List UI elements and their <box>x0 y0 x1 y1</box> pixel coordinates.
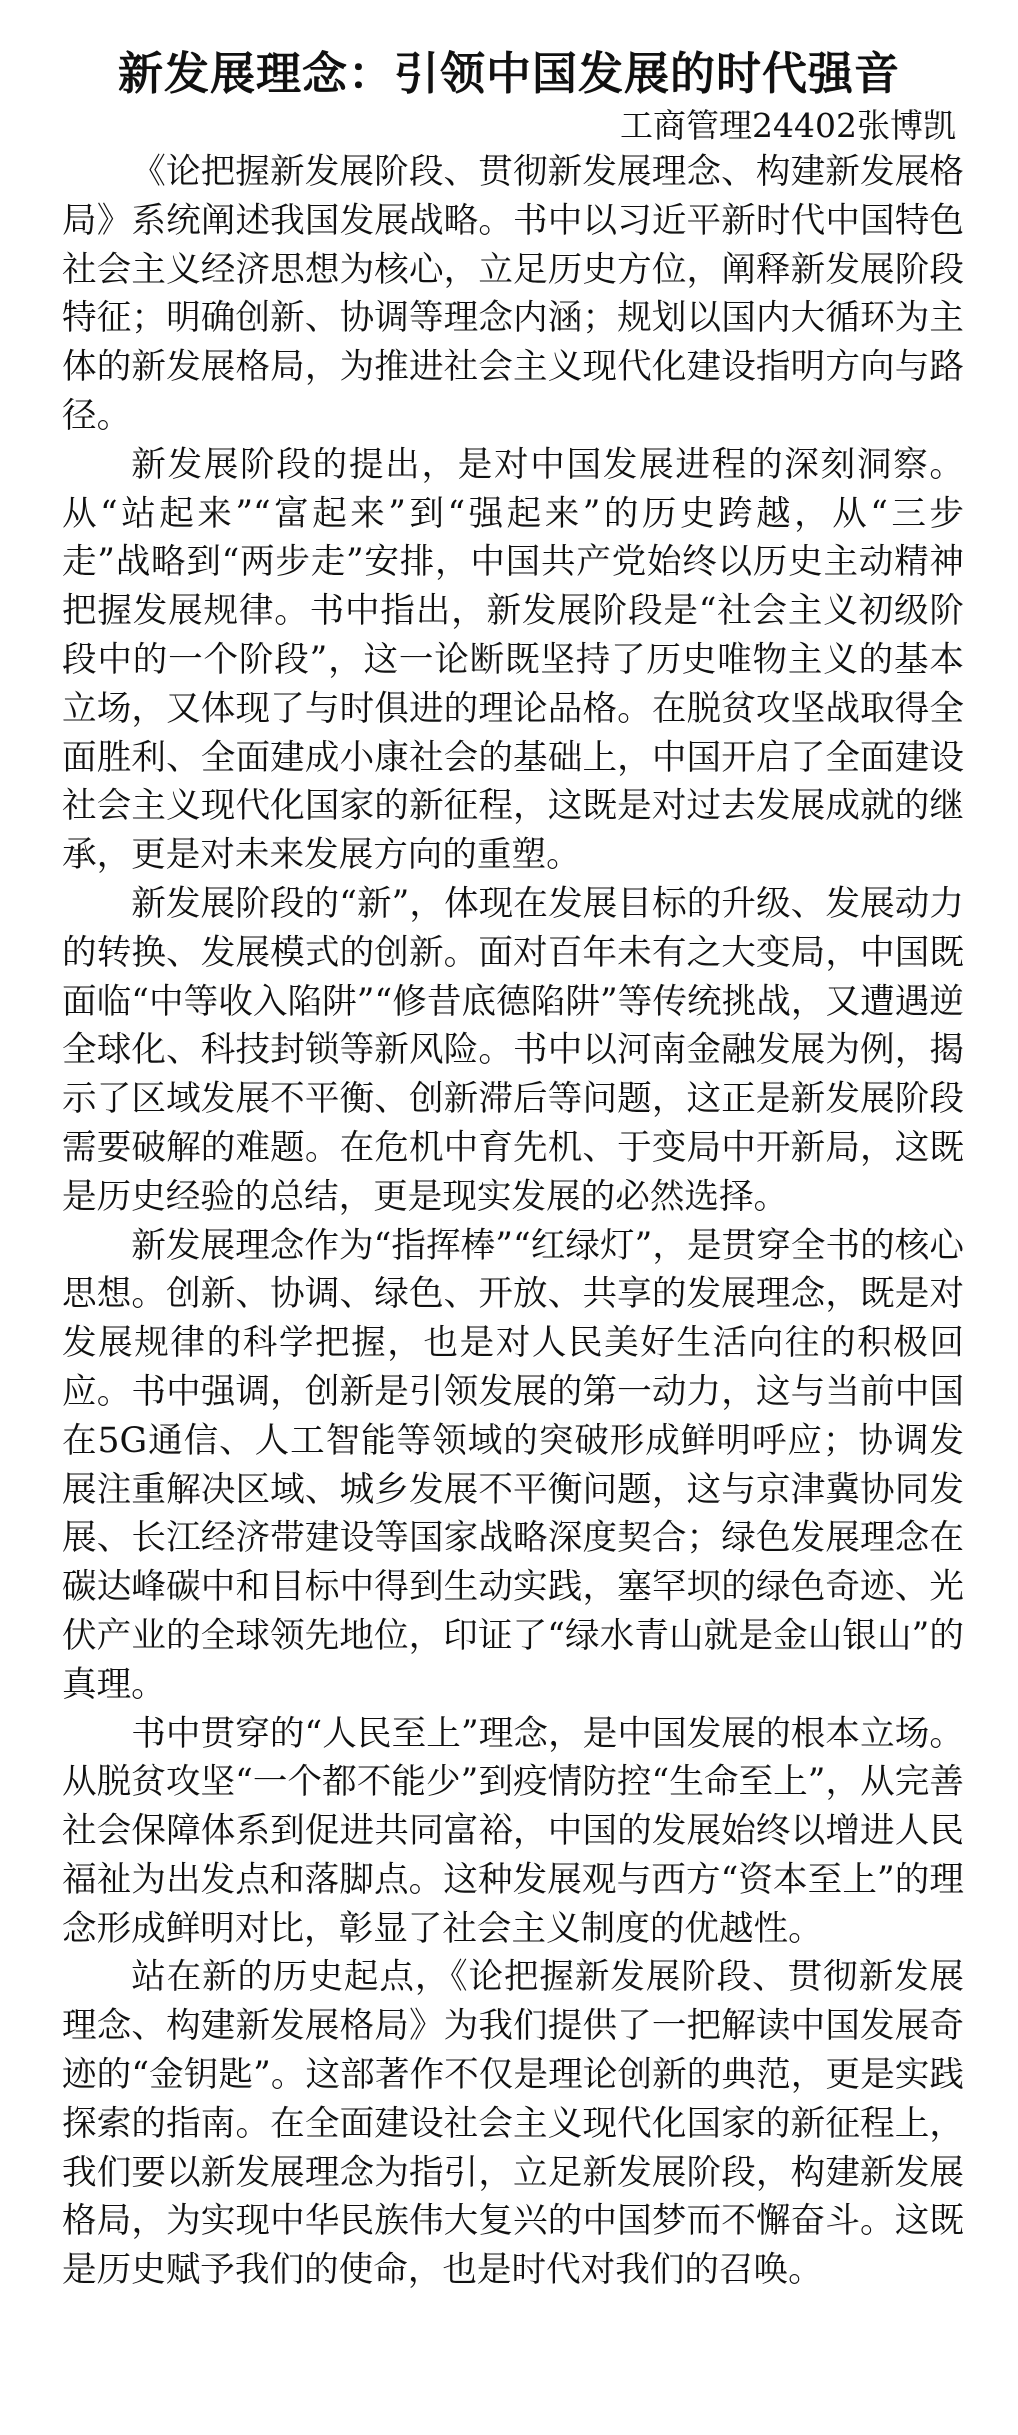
paragraph-5: 书中贯穿的“人民至上”理念，是中国发展的根本立场。从脱贫攻坚“一个都不能少”到疫情防控“生命至上”，从完善社会保障体系到促进共同富裕，中国的发展始终以增进人民福祉为出发点和落脚点。这种发展观与西方“资本至上”的理念形成鲜明对比，彰显了社会主义制度的优越性。 <box>62 1713 964 1949</box>
paragraph-4: 新发展理念作为“指挥棒”“红绿灯”，是贯穿全书的核心思想。创新、协调、绿色、开放、共享的发展理念，既是对发展规律的科学把握，也是对人民美好生活向往的积极回应。书中强调，创新是引领发展的第一动力，这与当前中国在5G通信、人工智能等领域的突破形成鲜明呼应；协调发展注重解决区域、城乡发展不平衡问题，这与京津冀协同发展、长江经济带建设等国家战略深度契合；绿色发展理念在碳达峰碳中和目标中得到生动实践，塞罕坝的绿色奇迹、光伏产业的全球领先地位，印证了“绿水青山就是金山银山”的真理。 <box>62 1225 964 1705</box>
paragraph-2: 新发展阶段的提出，是对中国发展进程的深刻洞察。从“站起来”“富起来”到“强起来”的历史跨越，从“三步走”战略到“两步走”安排，中国共产党始终以历史主动精神把握发展规律。书中指出，新发展阶段是“社会主义初级阶段中的一个阶段”，这一论断既坚持了历史唯物主义的基本立场，又体现了与时俱进的理论品格。在脱贫攻坚战取得全面胜利、全面建成小康社会的基础上，中国开启了全面建设社会主义现代化国家的新征程，这既是对过去发展成就的继承，更是对未来发展方向的重塑。 <box>62 444 964 876</box>
paragraph-3: 新发展阶段的“新”，体现在发展目标的升级、发展动力的转换、发展模式的创新。面对百年未有之大变局，中国既面临“中等收入陷阱”“修昔底德陷阱”等传统挑战，又遭遇逆全球化、科技封锁等新风险。书中以河南金融发展为例，揭示了区域发展不平衡、创新滞后等问题，这正是新发展阶段需要破解的难题。在危机中育先机、于变局中开新局，这既是历史经验的总结，更是现实发展的必然选择。 <box>62 883 964 1217</box>
paragraph-1: 《论把握新发展阶段、贯彻新发展理念、构建新发展格局》系统阐述我国发展战略。书中以习近平新时代中国特色社会主义经济思想为核心，立足历史方位，阐释新发展阶段特征；明确创新、协调等理念内涵；规划以国内大循环为主体的新发展格局，为推进社会主义现代化建设指明方向与路径。 <box>62 152 964 436</box>
article-body <box>62 148 964 2295</box>
article-title: 新发展理念：引领中国发展的时代强音 <box>117 47 900 100</box>
paragraph-6: 站在新的历史起点，《论把握新发展阶段、贯彻新发展理念、构建新发展格局》为我们提供了一把解读中国发展奇迹的“金钥匙”。这部著作不仅是理论创新的典范，更是实践探索的指南。在全面建设社会主义现代化国家的新征程上，我们要以新发展理念为指引，立足新发展阶段，构建新发展格局，为实现中华民族伟大复兴的中国梦而不懈奋斗。这既是历史赋予我们的使命，也是时代对我们的召唤。 <box>62 1957 964 2291</box>
author-line: 工商管理24402张博凯 <box>620 106 956 145</box>
